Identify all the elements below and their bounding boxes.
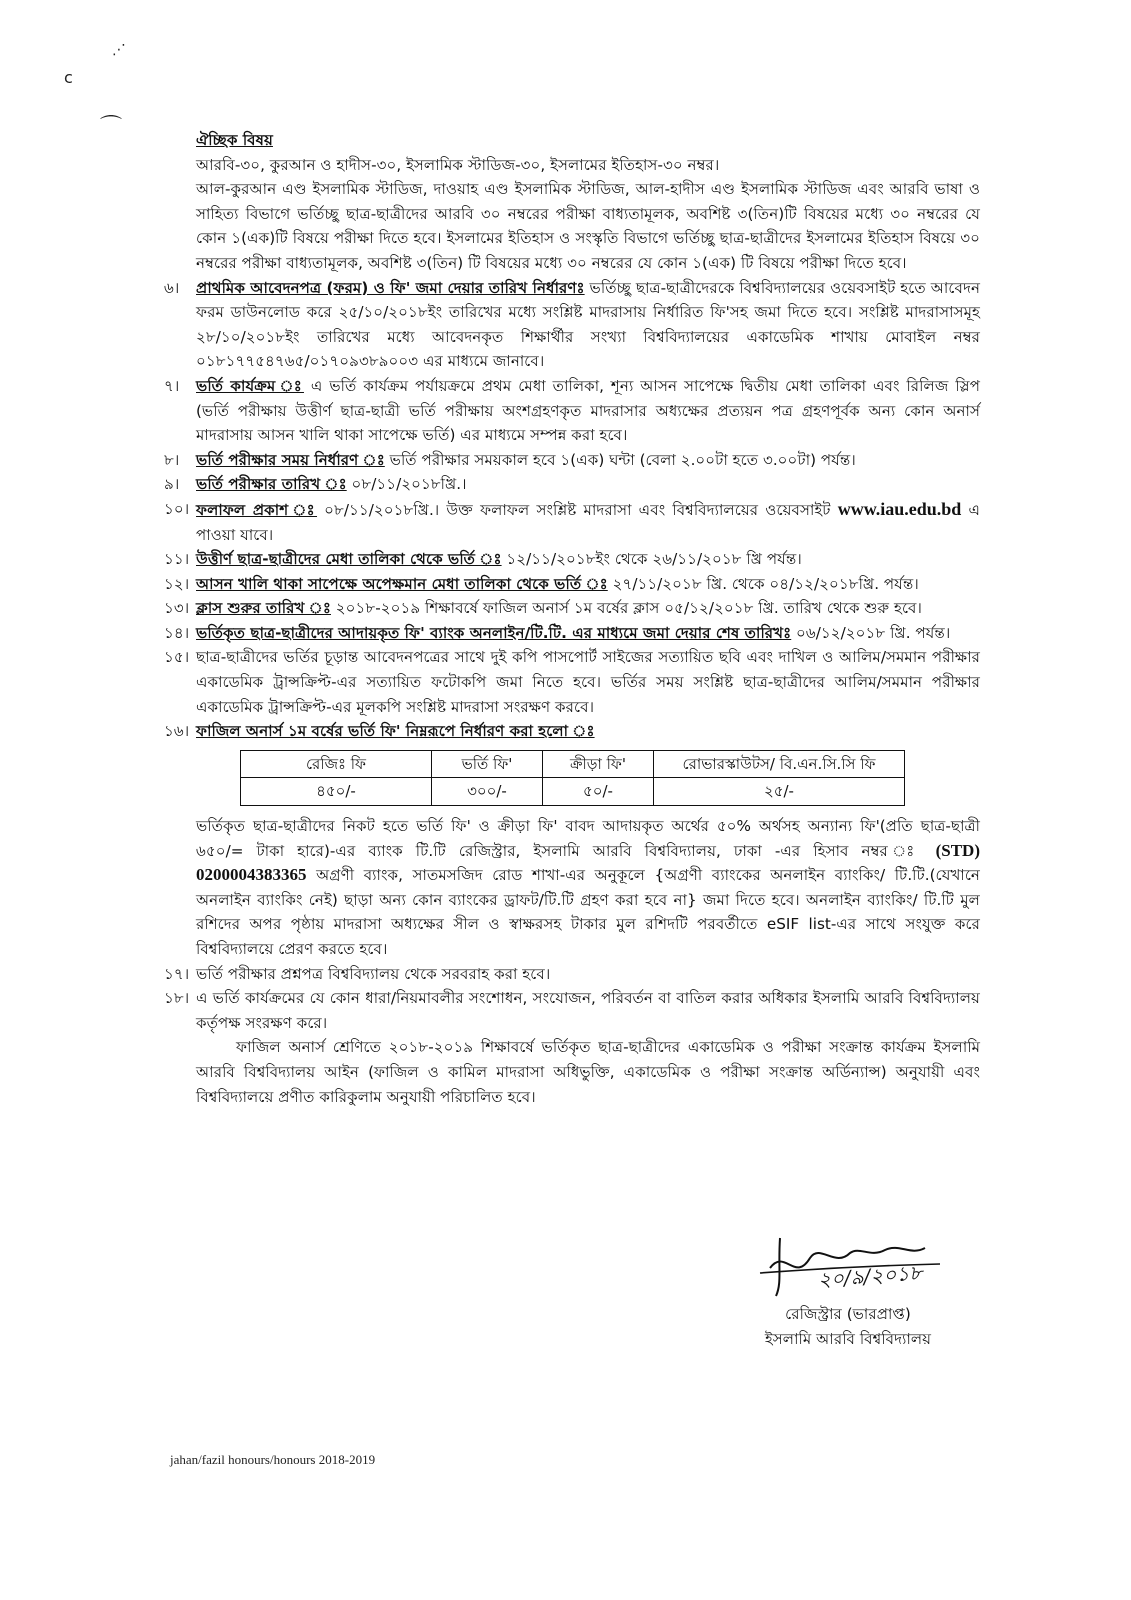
clause-11 [164, 547, 980, 572]
fee-note [196, 814, 980, 962]
table-cell: ৩০০/- [432, 778, 543, 806]
clause-number: ৭। [164, 376, 180, 395]
clause-text: এ ভর্তি কার্যক্রমের যে কোন ধারা/নিয়মাবলীর সংশোধন, সংযোজন, পরিবর্তন বা বাতিল করার অধিকার ইসলামি আরবি বিশ্ববিদ্যালয় কর্তৃপক্ষ সংরক্ষণ করে। [196, 989, 980, 1032]
signatory-title: রেজিস্ট্রার (ভারপ্রাপ্ত) [785, 1305, 911, 1323]
clause-heading: ভর্তি কার্যক্রম ঃ [196, 376, 304, 395]
clause-heading: প্রাথমিক আবেদনপত্র (ফরম) ও ফি' জমা দেয়ার তারিখ নির্ধারণঃ [196, 278, 585, 297]
clause-12 [164, 572, 980, 597]
clause-10 [164, 497, 980, 547]
clause-heading: আসন খালি থাকা সাপেক্ষে অপেক্ষমান মেধা তালিকা থেকে ভর্তি ঃ [196, 574, 608, 593]
clause-heading: ক্লাস শুরুর তারিখ ঃ [196, 599, 331, 618]
clause-number: ১৫। [164, 648, 190, 667]
clause-text: ভর্তি পরীক্ষার প্রশ্নপত্র বিশ্ববিদ্যালয় থেকে সরবরাহ করা হবে। [196, 964, 551, 983]
signatory-block [738, 1302, 958, 1351]
clause-text: ২০১৮-২০১৯ শিক্ষাবর্ষে ফাজিল অনার্স ১ম বর্ষের ক্লাস ০৫/১২/২০১৮ খ্রি. তারিখ থেকে শুরু হবে। [330, 599, 922, 618]
clause-heading: উত্তীর্ণ ছাত্র-ছাত্রীদের মেধা তালিকা থেকে ভর্তি ঃ [196, 550, 502, 569]
fee-note-text: অগ্রণী ব্যাংক, সাতমসজিদ রোড শাখা-এর অনুকূলে {অগ্রণী ব্যাংকের অনলাইন ব্যাংকিং/ টি.টি.(যেখানে অনলাইন ব্যাংকিং নেই) ছাড়া অন্য কোন ব্যাংকের ড্রাফট/টি.টি গ্রহণ করা হবে না} জমা দিতে হবে। অনলাইন ব্যাংকিং/ টি.টি মুল রশিদের অপর পৃষ্ঠায় মাদরাসা অধ্যক্ষের সীল ও স্বাক্ষরসহ টাকার মুল রশিদটি পরবর্তীতে eSIF list-এর সাথে সংযুক্ত করে বিশ্ববিদ্যালয়ে প্রেরণ করতে হবে। [196, 866, 980, 958]
clause-number: ১৭। [164, 964, 190, 983]
clause-number: ১৬। [164, 722, 190, 741]
account-number: (STD) 0200004383365 [196, 840, 980, 885]
table-header-row [241, 750, 905, 778]
table-cell: ৪৫০/- [241, 778, 432, 806]
clause-heading: ফলাফল প্রকাশ ঃ [196, 500, 318, 519]
clause-heading: ফাজিল অনার্স ১ম বর্ষের ভর্তি ফি' নিম্নরূপে নির্ধারণ করা হলো ঃ [196, 722, 595, 741]
clause-text: ১২/১১/২০১৮ইং থেকে ২৬/১১/২০১৮ খ্রি পর্যন্ত। [501, 550, 802, 569]
table-header-cell: ভর্তি ফি' [432, 750, 543, 778]
clause-15 [164, 645, 980, 719]
file-reference: jahan/fazil honours/honours 2018-2019 [170, 1452, 376, 1467]
clause-heading: ভর্তি পরীক্ষার তারিখ ঃ [196, 475, 347, 494]
website-link[interactable]: www.iau.edu.bd [837, 498, 962, 519]
clause-heading: ভর্তি পরীক্ষার সময় নির্ধারণ ঃ [196, 450, 385, 469]
optional-subjects-rules: আল-কুরআন এণ্ড ইসলামিক স্টাডিজ, দাওয়াহ এণ্ড ইসলামিক স্টাডিজ, আল-হাদীস এণ্ড ইসলামিক স্টাডিজ এবং আরবি ভাষা ও সাহিত্য বিভাগে ভর্তিচ্ছু ছাত্র-ছাত্রীদের আরবি ৩০ নম্বরের পরীক্ষা বাধ্যতামূলক, অবশিষ্ট ৩(তিন)টি বিষয়ের মধ্যে ৩০ নম্বরের যে কোন ১(এক)টি বিষয়ে পরীক্ষা দিতে হবে। ইসলামের ইতিহাস ও সংস্কৃতি বিভাগে ভর্তিচ্ছু ছাত্র-ছাত্রীদের ইসলামের ইতিহাস বিষয়ে ৩০ নম্বরের পরীক্ষা বাধ্যতামূলক, অবশিষ্ট ৩(তিন) টি বিষয়ের মধ্যে ৩০ নম্বরের যে কোন ১(এক) টি বিষয়ে পরীক্ষা দিতে হবে। [196, 180, 980, 272]
clause-number: ১৩। [164, 599, 190, 618]
clause-text-tail: এ পাওয়া যাবে। [196, 500, 980, 544]
clause-number: ১০। [164, 499, 190, 518]
clause-16 [164, 719, 980, 744]
signatory-organization: ইসলামি আরবি বিশ্ববিদ্যালয় [764, 1329, 932, 1348]
document-body [164, 128, 981, 1109]
clause-number: ৮। [164, 450, 180, 469]
table-cell: ৫০/- [543, 778, 654, 806]
closing-paragraph: ফাজিল অনার্স শ্রেণিতে ২০১৮-২০১৯ শিক্ষাবর্ষে ভর্তিকৃত ছাত্র-ছাত্রীদের একাডেমিক ও পরীক্ষা সংক্রান্ত কার্যক্রম ইসলামি আরবি বিশ্ববিদ্যালয় আইন (ফাজিল ও কামিল মাদরাসা অধিভুক্তি, একাডেমিক ও পরীক্ষা সংক্রান্ত অর্ডিন্যান্স) অনুযায়ী এবং বিশ্ববিদ্যালয়ে প্রণীত কারিকুলাম অনুযায়ী পরিচালিত হবে। [196, 1038, 980, 1106]
clause-17 [164, 962, 980, 987]
optional-subjects-heading: ঐচ্ছিক বিষয় [196, 131, 273, 149]
table-header-cell: রোভারস্কাউটস/ বি.এন.সি.সি ফি [654, 750, 905, 778]
clause-number: ১৮। [164, 989, 190, 1008]
clause-text: ০৮/১১/২০১৮খ্রি.। উক্ত ফলাফল সংশ্লিষ্ট মাদরাসা এবং বিশ্ববিদ্যালয়ের ওয়েবসাইট [317, 500, 838, 519]
clause-number: ১৪। [164, 623, 190, 642]
clause-14 [164, 621, 980, 646]
clause-13 [164, 596, 980, 621]
clause-text: ভর্তিচ্ছু ছাত্র-ছাত্রীদেরকে বিশ্ববিদ্যালয়ের ওয়েবসাইট হতে আবেদন ফরম ডাউনলোড করে ২৫/১০/২০১৮ইং তারিখের মধ্যে সংশ্লিষ্ট মাদরাসায় নির্ধারিত ফি'সহ জমা দিতে হবে। সংশ্লিষ্ট মাদরাসাসমূহ ২৮/১০/২০১৮ইং তারিখের মধ্যে আবেদনকৃত শিক্ষার্থীর সংখ্যা বিশ্ববিদ্যালয়ের একাডেমিক শাখায় মোবাইল নম্বর ০১৮১৭৭৫৪৭৬৫/০১৭০৯৩৮৯০০৩ এর মাধ্যমে জানাবে। [196, 278, 981, 371]
fee-table [240, 750, 905, 806]
optional-subjects-marks: আরবি-৩০, কুরআন ও হাদীস-৩০, ইসলামিক স্টাডিজ-৩০, ইসলামের ইতিহাস-৩০ নম্বর। [196, 155, 720, 174]
clause-6 [164, 276, 981, 374]
scan-mark: ⋰ [112, 42, 126, 58]
clause-number: ১১। [164, 550, 190, 569]
table-header-cell: ক্রীড়া ফি' [543, 750, 654, 778]
clause-18 [164, 986, 980, 1035]
table-row [241, 778, 905, 806]
clause-8 [164, 448, 980, 473]
clause-text: ০৮/১১/২০১৮খ্রি.। [346, 475, 467, 494]
scan-mark: c [64, 68, 73, 87]
clause-number: ৯। [164, 475, 180, 494]
table-header-cell: রেজিঃ ফি [241, 750, 432, 778]
clause-9 [164, 472, 980, 497]
clause-number: ৬। [164, 278, 180, 297]
clause-text: ছাত্র-ছাত্রীদের ভর্তির চূড়ান্ত আবেদনপত্রের সাথে দুই কপি পাসপোর্ট সাইজের সত্যায়িত ছবি এবং দাখিল ও আলিম/সমমান পরীক্ষার একাডেমিক ট্রান্সক্রিপ্ট-এর সত্যায়িত ফটোকপি জমা নিতে হবে। ভর্তির সময় সংশ্লিষ্ট ছাত্র-ছাত্রীদের আলিম/সমমান পরীক্ষার একাডেমিক ট্রান্সক্রিপ্ট-এর মূলকপি সংশ্লিষ্ট মাদরাসা সংরক্ষণ করবে। [196, 648, 980, 716]
clause-text: ভর্তি পরীক্ষার সময়কাল হবে ১(এক) ঘন্টা (বেলা ২.০০টা হতে ৩.০০টা) পর্যন্ত। [384, 450, 856, 469]
fee-note-text: ভর্তিকৃত ছাত্র-ছাত্রীদের নিকট হতে ভর্তি ফি' ও ক্রীড়া ফি' বাবদ আদায়কৃত অর্থের ৫০% অর্থসহ অন্যান্য ফি'(প্রতি ছাত্র-ছাত্রী ৬৫০/= টাকা হারে)-এর ব্যাংক টি.টি রেজিস্ট্রার, ইসলামি আরবি বিশ্ববিদ্যালয়, ঢাকা -এর হিসাব নম্বর ঃ [196, 817, 980, 860]
clause-heading: ভর্তিকৃত ছাত্র-ছাত্রীদের আদায়কৃত ফি' ব্যাংক অনলাইন/টি.টি. এর মাধ্যমে জমা দেয়ার শেষ তারিখঃ [196, 623, 792, 642]
clause-number: ১২। [164, 574, 190, 593]
clause-7 [164, 374, 980, 448]
table-cell: ২৫/- [654, 778, 905, 806]
scan-mark: ⌒ [100, 115, 123, 140]
clause-text: ০৬/১২/২০১৮ খ্রি. পর্যন্ত। [791, 623, 951, 642]
clause-text: এ ভর্তি কার্যক্রম পর্যায়ক্রমে প্রথম মেধা তালিকা, শূন্য আসন সাপেক্ষে দ্বিতীয় মেধা তালিকা এবং রিলিজ স্লিপ (ভর্তি পরীক্ষায় উত্তীর্ণ ছাত্র-ছাত্রী ভর্তি পরীক্ষায় অংশগ্রহণকৃত মাদরাসার অধ্যক্ষের প্রত্যয়ন পত্র গ্রহণপূর্বক অন্য কোন অনার্স মাদরাসায় আসন খালি থাকা সাপেক্ষে ভর্তি) এর মাধ্যমে সম্পন্ন করা হবে। [196, 376, 980, 445]
clause-text: ২৭/১১/২০১৮ খ্রি. থেকে ০৪/১২/২০১৮খ্রি. পর্যন্ত। [607, 574, 919, 593]
signature-date: ২০/৯/২০১৮ [817, 1260, 923, 1292]
